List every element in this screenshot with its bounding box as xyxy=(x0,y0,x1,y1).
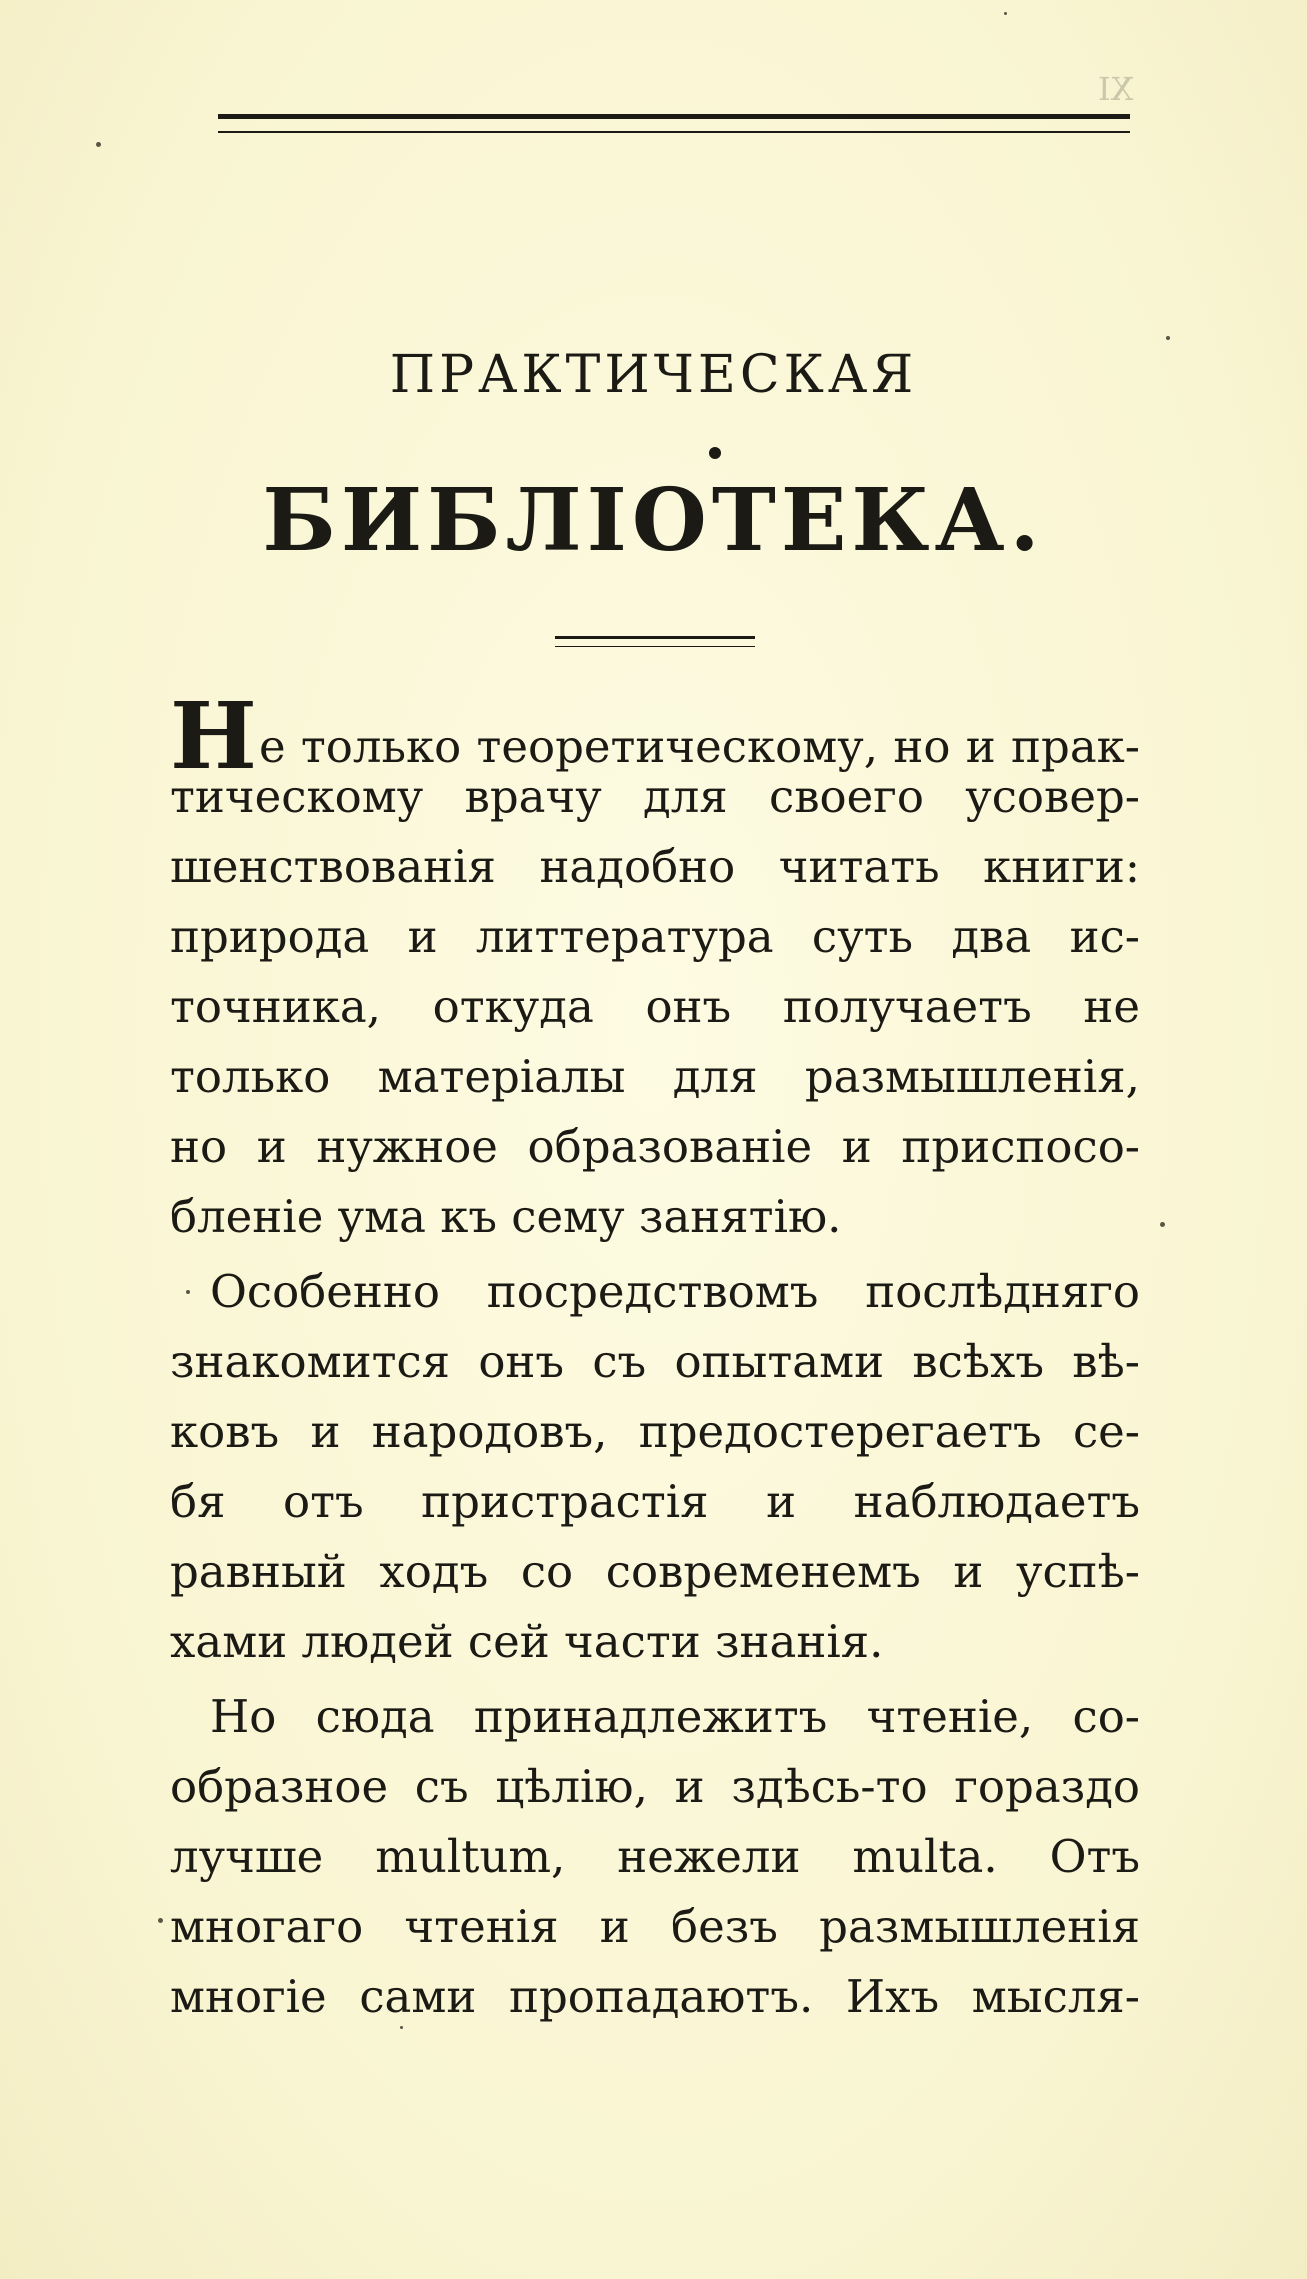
ornament-dot xyxy=(709,447,721,459)
paper-speck xyxy=(1160,1222,1165,1227)
page-number: XI xyxy=(1098,70,1134,108)
text-line-15: Но сюда принадлежитъ чтеніе, со- xyxy=(210,1690,1140,1743)
text-line-14: хами людей сей части знанія. xyxy=(170,1615,884,1668)
heading-small: ПРАКТИЧЕСКАЯ xyxy=(389,345,918,405)
text-line-11: ковъ и народовъ, предостерегаетъ се- xyxy=(170,1405,1140,1458)
text-line-13: равный ходъ со современемъ и успѣ- xyxy=(170,1545,1140,1598)
text-line-7: но и нужное образованіе и приспосо- xyxy=(170,1120,1140,1173)
paper-speck xyxy=(186,1290,190,1294)
paper-speck xyxy=(96,142,101,147)
text-line-1: Не только теоретическому, но и прак- xyxy=(170,682,1140,790)
text-line-4: природа и литтература суть два ис- xyxy=(170,910,1140,963)
title-rule xyxy=(555,636,755,647)
text-line-16: образное съ цѣлію, и здѣсь-то гораздо xyxy=(170,1760,1140,1813)
text-line-12: бя отъ пристрастія и наблюдаетъ xyxy=(170,1475,1140,1528)
header-double-rule xyxy=(218,114,1130,133)
text-line-6: только матеріалы для размышленія, xyxy=(170,1050,1140,1103)
heading-large: БИБЛІОТЕКА. xyxy=(262,470,1045,571)
text-line-5: точника, откуда онъ получаетъ не xyxy=(170,980,1140,1033)
text-line-9: Особенно посредствомъ послѣдняго xyxy=(210,1265,1140,1318)
paper-speck xyxy=(1166,336,1170,340)
paper-speck xyxy=(158,1918,163,1923)
drop-cap: Н xyxy=(170,682,257,790)
paper-speck xyxy=(1004,12,1007,15)
text-line-19: многіе сами пропадаютъ. Ихъ мысля- xyxy=(170,1970,1140,2023)
text-line-8: бленіе ума къ сему занятію. xyxy=(170,1190,842,1243)
text-line-3: шенствованія надобно читать книги: xyxy=(170,840,1140,893)
text-line-10: знакомится онъ съ опытами всѣхъ вѣ- xyxy=(170,1335,1140,1388)
text-line-18: многаго чтенія и безъ размышленія xyxy=(170,1900,1140,1953)
text-line-2: тическому врачу для своего усовер- xyxy=(170,770,1140,823)
paper-speck xyxy=(400,2026,403,2029)
text-line-17: лучше multum, нежели multa. Отъ xyxy=(170,1830,1140,1883)
